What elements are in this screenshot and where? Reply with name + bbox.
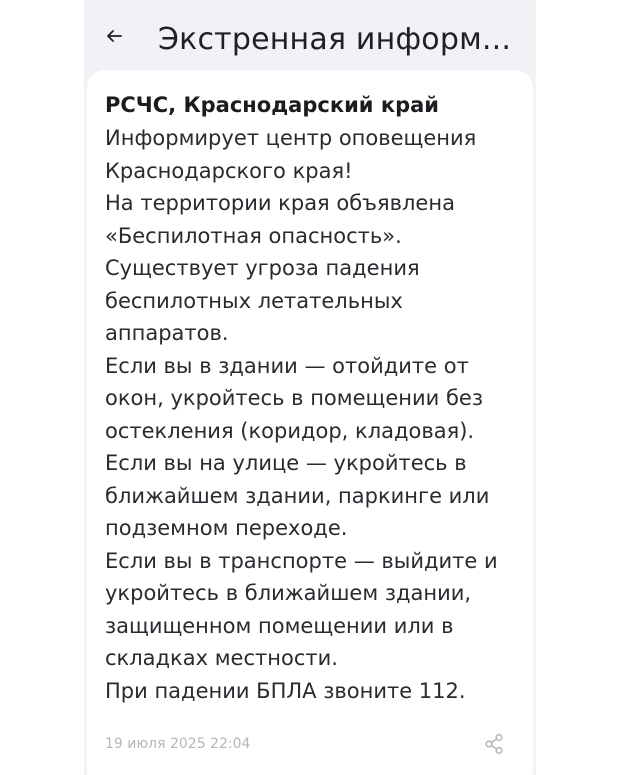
alert-timestamp: 19 июля 2025 22:04 [105,736,251,752]
share-icon [483,733,505,755]
message-line: беспилотных летательных [105,288,403,313]
arrow-left-icon [104,26,124,46]
message-line: «Беспилотная опасность». [105,223,402,248]
back-button[interactable] [100,22,128,50]
message-line: аппаратов. [105,321,229,345]
share-button[interactable] [480,730,508,758]
app-screen [84,0,536,775]
message-line: ближайшем здании, паркинге или [105,483,490,508]
message-line: При падении БПЛА звоните 112. [105,678,466,703]
message-line: На территории края объявлена [105,191,455,215]
top-bar [84,0,536,70]
message-line: Краснодарского края! [105,158,353,183]
page-title: Экстренная информ... [158,22,512,57]
alert-card [87,70,533,775]
message-line: Существует угроза падения [105,256,420,280]
alert-sender: РСЧС, Краснодарский край [105,93,440,117]
message-line: Если вы в транспорте — выйдите и [105,548,498,573]
message-line: остекления (коридор, кладовая). [105,418,475,443]
message-line: укройтесь в ближайшем здании, [105,581,472,605]
message-line: окон, укройтесь в помещении без [105,386,483,410]
message-line: Если вы на улице — укройтесь в [105,451,467,475]
message-line: Если вы в здании — отойдите от [105,353,469,378]
message-line: защищенном помещении или в [105,613,454,638]
message-line: Информирует центр оповещения [105,126,477,150]
message-line: подземном переходе. [105,516,348,540]
alert-message [105,122,525,707]
message-line: складках местности. [105,646,338,670]
